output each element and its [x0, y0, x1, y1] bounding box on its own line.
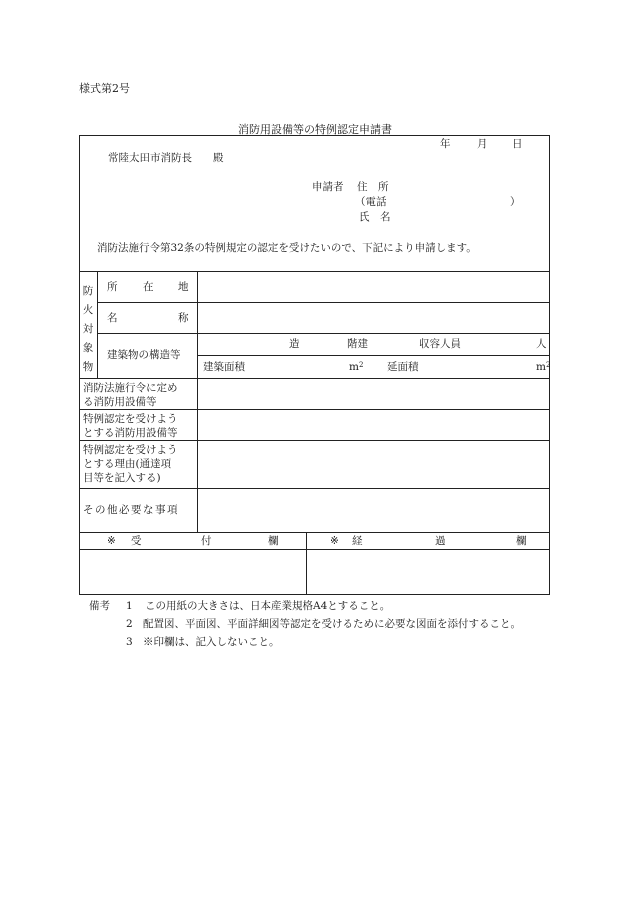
- reception-char: ※: [107, 535, 116, 547]
- structure-label: 建築物の構造等: [107, 349, 181, 361]
- equipment-line: る消防用設備等: [83, 396, 157, 408]
- vertical-char: 象: [82, 342, 94, 354]
- unit-text: m: [349, 361, 359, 373]
- other-label: その他必要な事項: [83, 504, 179, 516]
- reason-line: 特例認定を受けよう: [83, 444, 178, 456]
- total-floor-area-unit: [536, 362, 550, 373]
- location-char: 所: [107, 281, 118, 293]
- note-number: 3: [126, 636, 133, 648]
- special-line: 特例認定を受けよう: [83, 413, 178, 425]
- application-form-table: [79, 135, 550, 595]
- special-line: とする消防用設備等: [83, 427, 178, 439]
- statement: 消防法施行令第32条の特例規定の認定を受けたいので、下記により申請します。: [97, 242, 477, 254]
- reception-char: 欄: [268, 535, 279, 547]
- addressee: 常陸太田市消防長 殿: [108, 152, 224, 164]
- structure-person: 人: [536, 338, 547, 350]
- date-year: 年: [440, 138, 451, 150]
- address-label: 住 所: [357, 181, 389, 193]
- structure-capacity: 収容人員: [419, 338, 461, 350]
- structure-floors: 階建: [347, 338, 368, 350]
- reason-line: とする理由(通達項: [83, 458, 172, 470]
- total-floor-area-label: 延面積: [387, 361, 419, 373]
- note-text: ※印欄は、記入しないこと。: [143, 636, 280, 648]
- rule-vertical-object: [97, 271, 98, 378]
- rule-header-bottom: [79, 271, 550, 272]
- location-char: 在: [143, 281, 154, 293]
- equipment-label: [83, 381, 178, 409]
- vertical-char: 対: [82, 323, 94, 335]
- special-equipment-label: [83, 412, 178, 440]
- name-char: 称: [178, 312, 189, 324]
- rule-other-bottom: [79, 532, 550, 533]
- vertical-char: 物: [82, 361, 94, 373]
- rule-footer-header-bottom: [79, 549, 550, 550]
- building-area-label: 建築面積: [203, 361, 245, 373]
- date-day: 日: [512, 138, 523, 150]
- progress-char: 欄: [516, 535, 527, 547]
- progress-char: 経: [352, 535, 363, 547]
- phone-label: （電話: [355, 196, 387, 208]
- rule-name-bottom: [97, 333, 550, 334]
- equipment-line: 消防法施行令に定め: [83, 382, 178, 394]
- location-char: 地: [178, 281, 189, 293]
- vertical-char: 防: [82, 285, 94, 297]
- fire-target-vertical-label: [79, 282, 97, 377]
- rule-vertical-label: [197, 271, 198, 532]
- vertical-char: 火: [82, 304, 94, 316]
- form-number: 様式第2号: [79, 82, 130, 95]
- unit-sup: 2: [545, 361, 551, 369]
- note-text: 配置図、平面図、平面詳細図等認定を受けるために必要な図面を添付すること。: [143, 618, 521, 630]
- reception-char: 付: [201, 535, 212, 547]
- building-area-unit: [349, 362, 363, 373]
- notes-label: 備考: [89, 600, 110, 612]
- date-month: 月: [477, 138, 488, 150]
- reason-line: 目等を記入する): [83, 472, 161, 484]
- rule-structure-mid: [197, 355, 550, 356]
- rule-special-bottom: [79, 440, 550, 441]
- form-title: 消防用設備等の特例認定申請書: [238, 123, 392, 136]
- unit-sup: 2: [358, 361, 364, 369]
- rule-vertical-footer: [306, 532, 307, 595]
- rule-reason-bottom: [79, 488, 550, 489]
- note-number: 1: [126, 600, 133, 612]
- note-number: 2: [126, 618, 133, 630]
- applicant-label: 申請者: [312, 181, 344, 193]
- phone-close: ）: [510, 196, 521, 208]
- note-text: この用紙の大きさは、日本産業規格A4とすること。: [145, 600, 391, 612]
- name-label: 氏 名: [359, 211, 391, 223]
- reception-char: 受: [131, 535, 142, 547]
- reason-label: [83, 443, 178, 485]
- rule-location-bottom: [97, 302, 550, 303]
- name-char: 名: [107, 312, 118, 324]
- progress-char: ※: [330, 535, 339, 547]
- rule-equipment-bottom: [79, 409, 550, 410]
- rule-object-bottom: [79, 378, 550, 379]
- progress-char: 過: [435, 535, 446, 547]
- unit-text: m: [536, 361, 546, 373]
- structure-zou: 造: [289, 338, 300, 350]
